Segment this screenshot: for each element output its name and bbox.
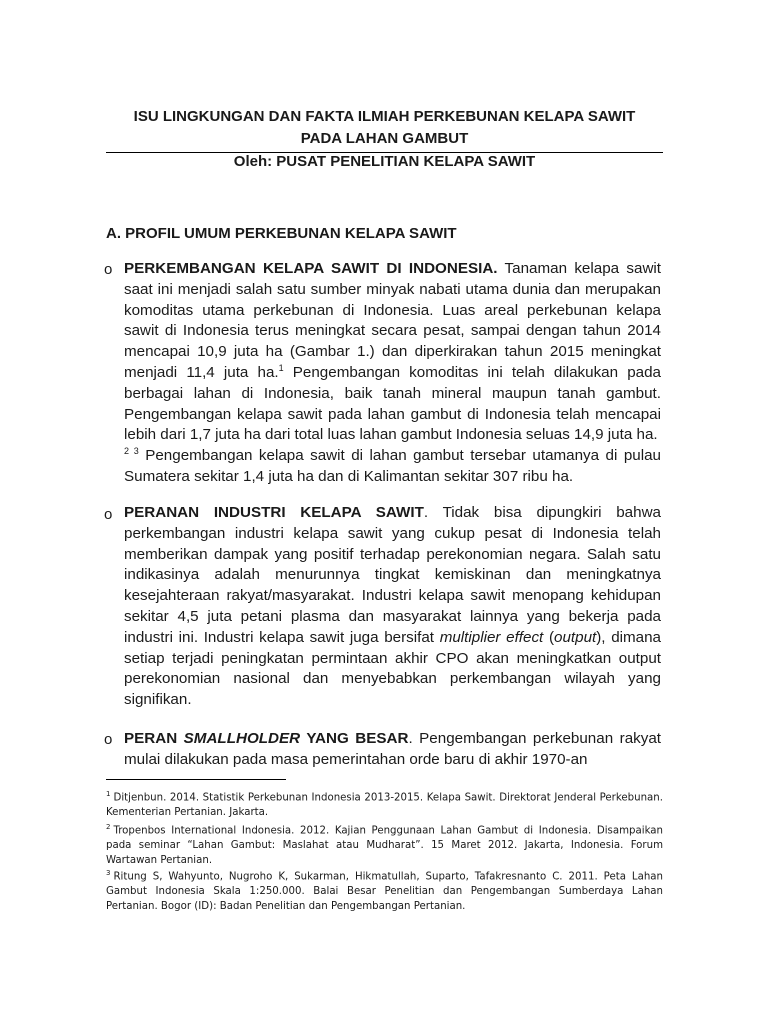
footnote-1: $^1$ Ditjenbun. 2014. Statistik Perkebunan Indonesia 2013-2015. Kelapa Sawit. Direktorat Jenderal Perkebunan. Kementerian Pertanian. Jakarta.	[106, 790, 663, 819]
paragraph-lead: PERANAN INDUSTRI KELAPA SAWIT	[124, 504, 424, 521]
paragraph-lead: PERAN SMALLHOLDER YANG BESAR	[124, 730, 409, 747]
paragraph-lead: PERKEMBANGAN KELAPA SAWIT DI INDONESIA.	[124, 260, 498, 277]
section-heading: A. PROFIL UMUM PERKEBUNAN KELAPA SAWIT	[106, 225, 457, 242]
footnote-ref: 1	[278, 362, 284, 373]
paragraph-text: Tanaman kelapa sawit saat ini menjadi salah satu sumber minyak nabati utama dunia dan merupakan komoditas utama perkebunan di Indonesia. Luas areal perkebunan kelapa sawit di Indonesia terus meningkat secara pesat, sampai dengan tahun 2014 mencapai 10,9 juta ha (Gambar 1.) dan diperkirakan tahun 2015 meningkat menjadi 11,4 juta ha.	[124, 260, 662, 381]
footnote-2: $^2$ Tropenbos International Indonesia. 2012. Kajian Penggunaan Lahan Gambut di Indonesia. Disampaikan pada seminar “Lahan Gambut: Maslahat atau Mudharat”. 15 Maret 2012. Jakarta, Indonesia. Forum Wartawan Pertanian.	[106, 823, 663, 867]
document-author: Oleh: PUSAT PENELITIAN KELAPA SAWIT	[233, 153, 536, 170]
paragraph-text: . Tidak bisa dipungkiri bahwa perkembangan industri kelapa sawit yang cukup pesat di Indonesia telah memberikan dampak yang positif terhadap perekonomian negara. Salah satu indikasinya adalah menurunnya tingkat kemiskinan dan meningkatnya kesejahteraan rakyat/masyarakat. Industri kelapa sawit menopang kehidupan sekitar 4,5 juta petani plasma dan masyarakat lainnya yang bekerja pada industri ini. Industri kelapa sawit juga bersifat	[124, 504, 661, 646]
paragraph-text: ), dimana setiap terjadi peningkatan permintaan akhir CPO akan meningkatkan output perekonomian nasional dan menyebabkan perkembangan wilayah yang signifikan.	[124, 628, 662, 709]
emphasis-text: multiplier effect	[439, 628, 544, 646]
paragraph-peranan	[124, 503, 661, 711]
bullet-marker: o	[104, 506, 113, 523]
footnote-ref: 2 3	[124, 446, 139, 457]
paragraph-smallholder	[124, 729, 661, 771]
paragraph-perkembangan	[124, 259, 661, 488]
document-title-line-2: PADA LAHAN GAMBUT	[300, 130, 469, 147]
footnote-divider	[106, 779, 286, 780]
paragraph-text: . Pengembangan perkebunan rakyat mulai dilakukan pada masa pemerintahan orde baru di akhir 1970-an	[124, 730, 661, 768]
document-title-line-1: ISU LINGKUNGAN DAN FAKTA ILMIAH PERKEBUNAN KELAPA SAWIT	[133, 108, 636, 125]
footnote-3: $^3$ Ritung S, Wahyunto, Nugroho K, Sukarman, Hikmatullah, Suparto, Tafakresnanto C. 2011. Peta Lahan Gambut Indonesia Skala 1:250.000. Balai Besar Penelitian dan Pengembangan Sumberdaya Lahan Pertanian. Bogor (ID): Badan Penelitian dan Pengembangan Pertanian.	[106, 869, 663, 913]
bullet-marker: o	[104, 261, 113, 278]
paragraph-text: Pengembangan komoditas ini telah dilakukan pada berbagai lahan di Indonesia, baik tanah mineral maupun tanah gambut. Pengembangan kelapa sawit pada lahan gambut di Indonesia telah mencapai lebih dari 1,7 juta ha dari total luas lahan gambut Indonesia seluas 14,9 juta ha.	[124, 363, 661, 444]
emphasis-text: output	[554, 628, 597, 646]
paragraph-text: (	[543, 628, 555, 646]
paragraph-text: Pengembangan kelapa sawit di lahan gambut tersebar utamanya di pulau Sumatera sekitar 1,4 juta ha dan di Kalimantan sekitar 307 ribu ha.	[124, 447, 661, 485]
bullet-marker: o	[104, 731, 113, 748]
